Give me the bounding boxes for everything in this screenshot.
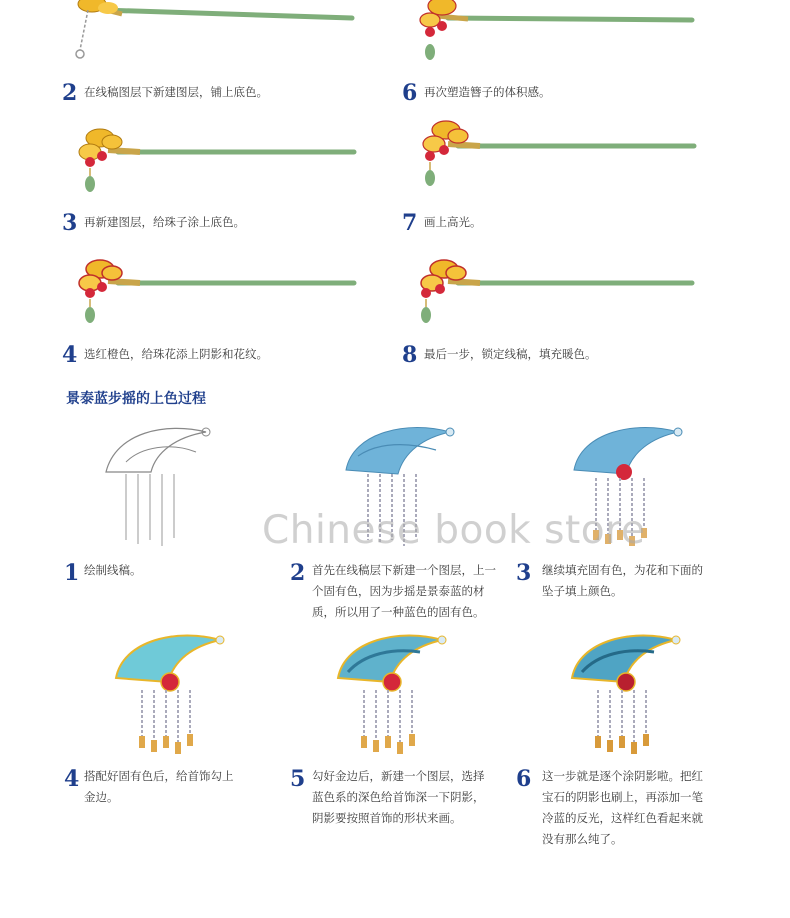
ornament-illustration-step-6 bbox=[564, 620, 694, 760]
step-number: 2 bbox=[62, 80, 78, 106]
step-number: 3 bbox=[62, 210, 78, 236]
step-caption bbox=[542, 560, 703, 602]
caption-line: 蓝色系的深色给首饰深一下阴影， bbox=[312, 790, 485, 804]
step-caption bbox=[84, 560, 142, 581]
step-number: 4 bbox=[62, 342, 78, 368]
step-number: 2 bbox=[290, 560, 306, 586]
step-caption: 在线稿图层下新建图层，铺上底色。 bbox=[84, 85, 268, 99]
ornament-illustration-step-4 bbox=[108, 620, 238, 760]
caption-line: 勾好金边后，新建一个图层，选择 bbox=[312, 769, 485, 783]
step-number: 4 bbox=[64, 766, 80, 792]
caption-line: 没有那么纯了。 bbox=[542, 832, 623, 846]
ornament-illustration-step-1 bbox=[96, 412, 226, 552]
step-number: 8 bbox=[402, 342, 418, 368]
caption-line: 首先在线稿层下新建一个图层，上一 bbox=[312, 563, 496, 577]
step-caption: 画上高光。 bbox=[424, 215, 482, 229]
step-number: 1 bbox=[64, 560, 80, 586]
caption-line: 金边。 bbox=[84, 790, 119, 804]
step-caption bbox=[312, 560, 496, 623]
watermark: Chinese book store bbox=[262, 508, 646, 553]
caption-line: 这一步就是逐个涂阴影啦。把红 bbox=[542, 769, 703, 783]
step-caption bbox=[312, 766, 485, 829]
caption-line: 冷蓝的反光，这样红色看起来就 bbox=[542, 811, 703, 825]
step-number: 6 bbox=[516, 766, 532, 792]
ornament-illustration-step-5 bbox=[330, 620, 460, 760]
step-caption: 选红橙色，给珠花添上阴影和花纹。 bbox=[84, 347, 268, 361]
caption-line: 宝石的阴影也刷上，再添加一笔 bbox=[542, 790, 703, 804]
step-number: 3 bbox=[516, 560, 532, 586]
hairpin-illustration-step-5 bbox=[398, 0, 698, 90]
step-caption: 再新建图层，给珠子涂上底色。 bbox=[84, 215, 245, 229]
step-caption bbox=[84, 766, 234, 808]
step-number: 6 bbox=[402, 80, 418, 106]
caption-line: 坠子填上颜色。 bbox=[542, 584, 623, 598]
hairpin-illustration-step-1 bbox=[62, 0, 362, 90]
caption-line: 搭配好固有色后，给首饰勾上 bbox=[84, 769, 234, 783]
caption-line: 继续填充固有色，为花和下面的 bbox=[542, 563, 703, 577]
caption-line: 质，所以用了一种蓝色的固有色。 bbox=[312, 605, 485, 619]
step-number: 7 bbox=[402, 210, 418, 236]
hairpin-illustration-step-6 bbox=[398, 112, 698, 202]
hairpin-illustration-step-7 bbox=[398, 243, 698, 333]
step-number: 5 bbox=[290, 766, 306, 792]
caption-line: 阴影要按照首饰的形状来画。 bbox=[312, 811, 462, 825]
caption-line: 个固有色，因为步摇是景泰蓝的材 bbox=[312, 584, 485, 598]
caption-line: 绘制线稿。 bbox=[84, 563, 142, 577]
step-caption bbox=[542, 766, 703, 850]
hairpin-illustration-step-2 bbox=[62, 112, 362, 202]
section-title: 景泰蓝步摇的上色过程 bbox=[66, 391, 206, 407]
hairpin-illustration-step-3 bbox=[62, 243, 362, 333]
step-caption: 再次塑造簪子的体积感。 bbox=[424, 85, 551, 99]
step-caption: 最后一步，锁定线稿，填充暖色。 bbox=[424, 347, 597, 361]
